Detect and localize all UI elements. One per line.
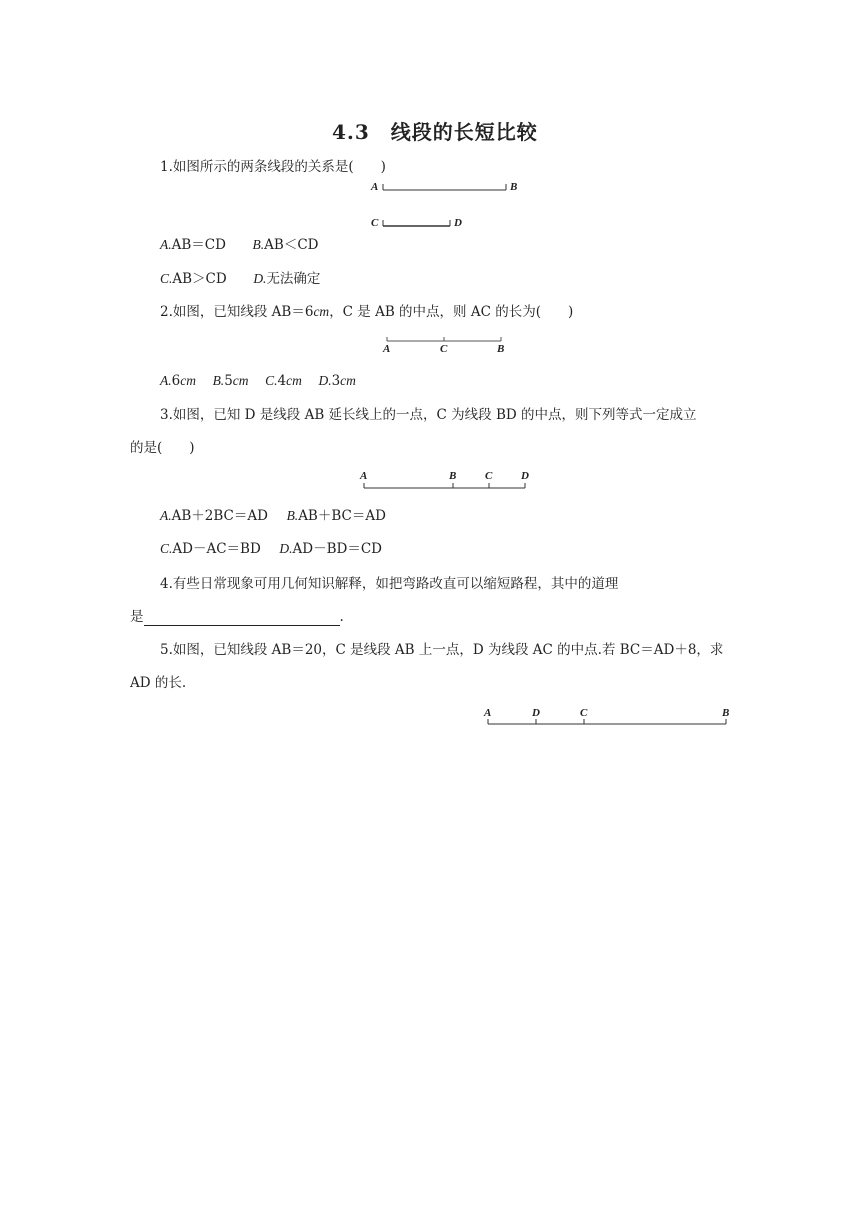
- q3-label-a: A: [360, 470, 368, 482]
- page-title: 4.3 线段的长短比较: [332, 120, 538, 144]
- q4-stem-line2-pre: 是: [130, 609, 144, 625]
- q3-label-d: D: [521, 470, 529, 482]
- q2-stem-unit: cm: [313, 304, 330, 319]
- q4-stem-line2-post: .: [339, 609, 344, 625]
- q3-label-b: B: [449, 470, 457, 482]
- q1-opt-b: AB＜CD: [264, 237, 319, 253]
- q2-opt-d-unit: cm: [340, 373, 356, 388]
- q2-opt-b-letter: B.: [212, 373, 225, 388]
- q3-opt-c-letter: C.: [160, 541, 173, 556]
- q1-opt-c: AB＞CD: [172, 271, 227, 287]
- q3-opt-a-letter: A.: [160, 508, 172, 523]
- q3-opt-d: AD－BD＝CD: [292, 541, 382, 557]
- q2-opt-c-unit: cm: [286, 373, 302, 388]
- q2-stem-post: ，C 是 AB 的中点，则 AC 的长为( ): [329, 304, 574, 320]
- q3-label-c: C: [485, 470, 493, 482]
- q2-opt-a-unit: cm: [180, 373, 196, 388]
- q2-stem-pre: 2.如图，已知线段 AB＝6: [160, 304, 314, 320]
- q2-opt-b-unit: cm: [232, 373, 249, 388]
- q5-label-a: A: [484, 707, 492, 719]
- q1-label-c: C: [371, 217, 379, 229]
- q3-stem-line2: 的是( ): [130, 440, 195, 456]
- q2-opt-a-num: 6: [171, 373, 181, 389]
- q5-label-b: B: [722, 707, 730, 719]
- q1-opt-c-letter: C.: [160, 271, 173, 286]
- q3-opt-c: AD－AC＝BD: [172, 541, 261, 557]
- q5-stem-line1: 5.如图，已知线段 AB＝20，C 是线段 AB 上一点，D 为线段 AC 的中点.若 BC＝AD＋8，求: [160, 642, 724, 658]
- q2-label-a: A: [383, 343, 391, 355]
- q3-stem-line1: 3.如图，已知 D 是线段 AB 延长线上的一点，C 为线段 BD 的中点，则下列等式一定成立: [160, 407, 697, 423]
- q1-opt-d-letter: D.: [253, 271, 267, 286]
- q3-opt-b-letter: B.: [286, 508, 299, 523]
- q3-opt-d-letter: D.: [279, 541, 293, 556]
- q1-stem: 1.如图所示的两条线段的关系是( ): [160, 159, 386, 175]
- q4-stem-line1: 4.有些日常现象可用几何知识解释，如把弯路改直可以缩短路程，其中的道理: [160, 576, 619, 592]
- q1-opt-a: AB＝CD: [171, 237, 226, 253]
- q1-opt-a-letter: A.: [160, 237, 172, 252]
- q1-label-d: D: [454, 217, 462, 229]
- q2-opt-a-letter: A.: [160, 373, 172, 388]
- q2-opt-d-letter: D.: [318, 373, 332, 388]
- q3-opt-b: AB＋BC＝AD: [298, 508, 386, 524]
- q2-label-b: B: [497, 343, 505, 355]
- q1-opt-d: 无法确定: [266, 271, 321, 287]
- q1-label-b: B: [510, 181, 518, 193]
- q2-opt-b-num: 5: [224, 373, 233, 389]
- q5-stem-line2: AD 的长.: [130, 675, 187, 691]
- q2-opt-c-letter: C.: [265, 373, 278, 388]
- q5-label-c: C: [580, 707, 588, 719]
- q5-label-d: D: [532, 707, 540, 719]
- q2-opt-d-num: 3: [331, 373, 341, 389]
- q3-opt-a: AB＋2BC＝AD: [171, 508, 268, 524]
- q2-opt-c-num: 4: [277, 373, 287, 389]
- q1-label-a: A: [371, 181, 379, 193]
- q1-opt-b-letter: B.: [252, 237, 265, 252]
- q2-label-c: C: [440, 343, 448, 355]
